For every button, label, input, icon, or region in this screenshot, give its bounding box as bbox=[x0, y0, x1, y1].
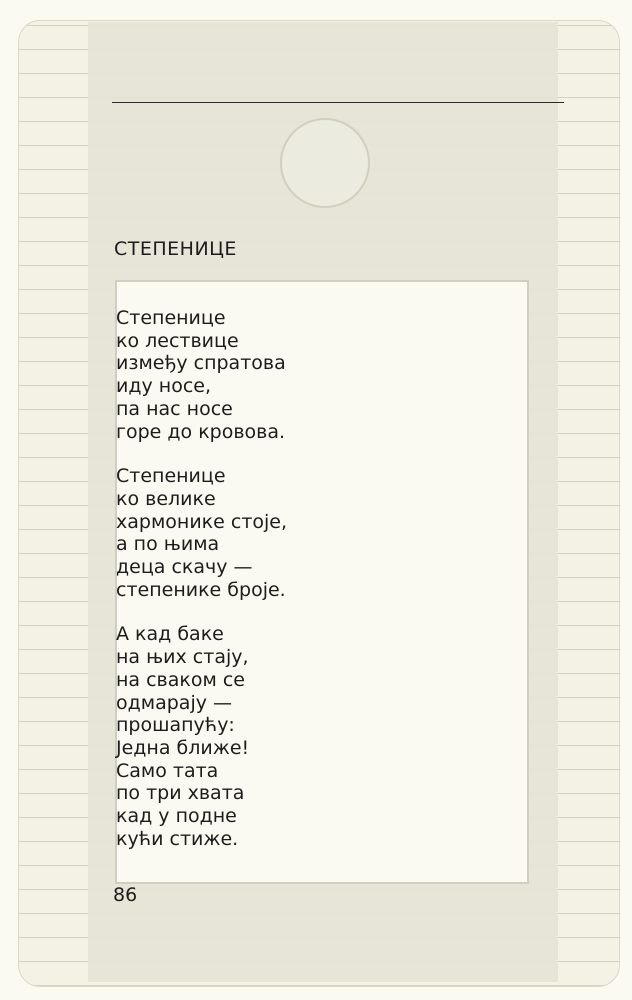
poem-line: иду носе, bbox=[116, 375, 211, 398]
poem-line: на њих стају, bbox=[116, 646, 249, 669]
poem-line: на сваком се bbox=[116, 668, 246, 691]
show-through-text bbox=[395, 300, 515, 860]
poem-line: Степенице bbox=[116, 465, 226, 488]
stanza bbox=[116, 307, 287, 443]
poem-line: горе до кровова. bbox=[116, 420, 286, 443]
poem-body bbox=[116, 307, 287, 872]
poem-line: одмарају — bbox=[116, 691, 233, 714]
poem-title: СТЕПЕНИЦЕ bbox=[114, 238, 237, 260]
poem-line: а по њима bbox=[116, 533, 220, 556]
poem-line: па нас носе bbox=[116, 397, 233, 420]
page-number: 86 bbox=[113, 884, 138, 906]
poem-line: А кад баке bbox=[116, 623, 224, 646]
poem-line: по три хвата bbox=[116, 782, 245, 805]
poem-line: Само тата bbox=[116, 759, 219, 782]
background-ornament bbox=[280, 118, 370, 208]
poem-line: Једна ближе! bbox=[116, 736, 250, 759]
poem-line: ко велике bbox=[116, 487, 216, 510]
poem-line: деца скачу — bbox=[116, 556, 253, 579]
poem-line: кући стиже. bbox=[116, 827, 239, 850]
poem-line: кад у подне bbox=[116, 805, 237, 828]
poem-line: ко лествице bbox=[116, 329, 239, 352]
poem-line: Степенице bbox=[116, 307, 226, 329]
header-rule bbox=[112, 102, 564, 103]
poem-line: између спратова bbox=[116, 352, 286, 375]
poem-line: степенике броје. bbox=[116, 578, 286, 601]
poem-line: хармонике стоје, bbox=[116, 510, 288, 533]
stanza bbox=[116, 465, 287, 601]
stanza bbox=[116, 623, 287, 850]
poem-line: прошапућу: bbox=[116, 714, 235, 737]
